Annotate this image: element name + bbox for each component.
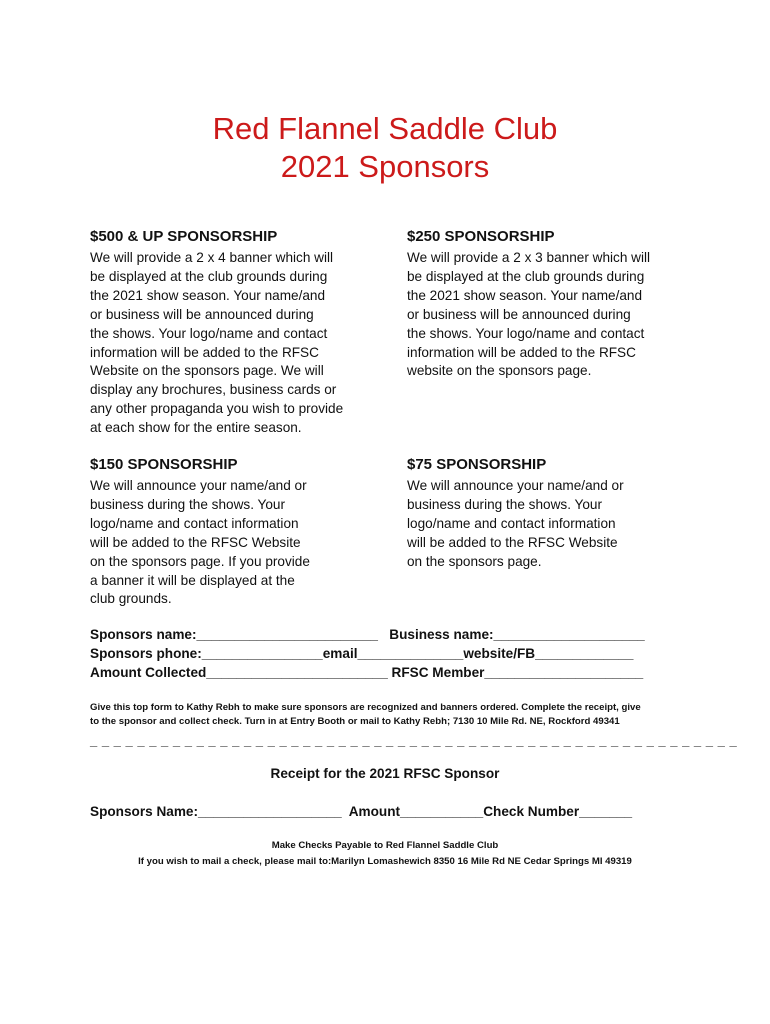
sponsorship-description: We will provide a 2 x 3 banner which will be displayed at the club grounds during the 2021 show season. Your name/and or business will be announced during the shows. Your logo/name and contact information will be added to the RFSC website on the sponsors page. xyxy=(407,250,651,379)
payable-note: Make Checks Payable to Red Flannel Saddle Club xyxy=(271,840,499,851)
sponsorship-description: We will announce your name/and or business during the shows. Your logo/name and contact information will be added to the RFSC Website on the sponsors page. If you provide a banner it will be displayed at the club grounds. xyxy=(90,478,310,607)
form-line-amount-member: Amount Collected________________________ RFSC Member_____________________ xyxy=(90,665,644,680)
receipt-title: Receipt for the 2021 RFSC Sponsor xyxy=(270,766,500,781)
sponsorship-heading: $250 SPONSORSHIP xyxy=(407,228,555,245)
cut-line-separator: _ _ _ _ _ _ _ _ _ _ _ _ _ _ _ _ _ _ _ _ _ _ _ _ _ _ _ _ _ _ _ _ _ _ _ _ _ _ _ _ _ _ _ _ _ _ _ _ _ _ _ _ _ _ _ xyxy=(90,733,738,748)
form-line-name-business: Sponsors name:________________________ Business name:____________________ xyxy=(90,627,645,642)
sponsorship-description: We will announce your name/and or business during the shows. Your logo/name and contact information will be added to the RFSC Website on the sponsors page. xyxy=(407,478,624,569)
page-title: Red Flannel Saddle Club xyxy=(212,111,558,146)
mailing-address: If you wish to mail a check, please mail to:Marilyn Lomashewich 8350 16 Mile Rd NE Cedar Springs MI 49319 xyxy=(138,856,632,867)
form-line-phone-email: Sponsors phone:________________email______________website/FB_____________ xyxy=(90,646,634,661)
sponsorship-heading: $500 & UP SPONSORSHIP xyxy=(90,228,278,245)
sponsorship-heading: $150 SPONSORSHIP xyxy=(90,456,238,473)
instructions-line-2: to the sponsor and collect check. Turn in at Entry Booth or mail to Kathy Rebh; 7130 10 Mile Rd. NE, Rockford 49341 xyxy=(90,716,620,727)
sponsorship-75 xyxy=(407,456,687,572)
sponsorship-150 xyxy=(90,456,370,609)
receipt-fields: Sponsors Name:___________________ Amount___________Check Number_______ xyxy=(90,804,633,819)
sponsorship-heading: $75 SPONSORSHIP xyxy=(407,456,547,473)
sponsorship-500 xyxy=(90,228,370,438)
sponsorship-description: We will provide a 2 x 4 banner which will be displayed at the club grounds during the 2021 show season. Your name/and or business will be announced during the shows. Your logo/name and contact information will be added to the RFSC Website on the sponsors page. We will display any brochures, business cards or any other propaganda you wish to provide at each show for the entire season. xyxy=(90,250,344,436)
instructions-line-1: Give this top form to Kathy Rebh to make sure sponsors are recognized and banners ordered. Complete the receipt, give xyxy=(90,702,641,713)
page-subtitle: 2021 Sponsors xyxy=(280,149,490,184)
sponsorship-250 xyxy=(407,228,687,381)
